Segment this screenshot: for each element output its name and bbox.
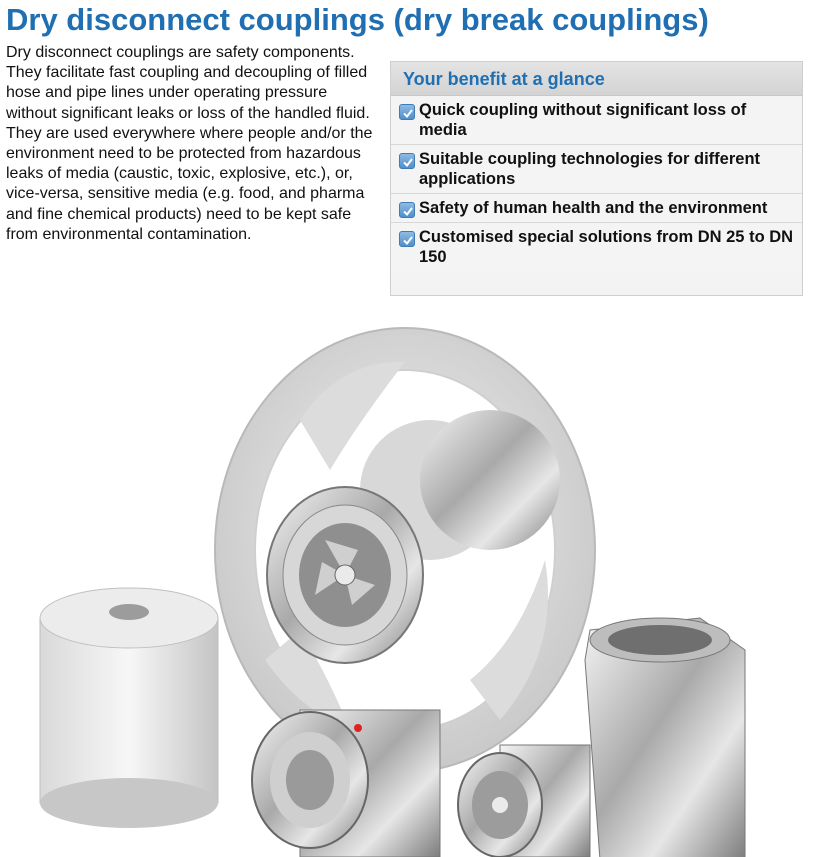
benefit-item-label: Suitable coupling technologies for different applications (419, 150, 761, 188)
product-photo (0, 300, 816, 857)
couplings-illustration (0, 300, 816, 857)
page-title: Dry disconnect couplings (dry break couplings) (6, 2, 709, 37)
hex-coupling (585, 618, 745, 857)
checkbox-check-icon (399, 153, 415, 169)
benefits-header: Your benefit at a glance (391, 62, 802, 96)
benefit-item (391, 194, 802, 223)
white-cylinder-coupling (40, 588, 218, 828)
benefit-item (391, 223, 802, 271)
benefit-item-label: Quick coupling without significant loss of media (419, 101, 747, 139)
benefit-item (391, 96, 802, 145)
benefit-item (391, 145, 802, 194)
small-coupling-right (458, 745, 590, 857)
checkbox-check-icon (399, 104, 415, 120)
intro-paragraph: Dry disconnect couplings are safety components. They facilitate fast coupling and decoupling of filled hose and pipe lines under operating pressure without significant leaks or loss of the handled fluid. They are used everywhere where people and/or the environment need to be protected from hazardous leaks of media (caustic, toxic, explosive, etc.), or, vice-versa, sensitive media (e.g. food, and pharma and fine chemical products) need to be kept safe from environmental contamination. (6, 44, 373, 243)
benefits-panel (390, 61, 803, 296)
checkbox-check-icon (399, 231, 415, 247)
central-coupling (267, 487, 423, 663)
benefit-item-label: Customised special solutions from DN 25 to DN 150 (419, 228, 794, 266)
benefit-item-label: Safety of human health and the environment (419, 199, 768, 217)
small-coupling-front (252, 710, 440, 857)
checkbox-check-icon (399, 202, 415, 218)
